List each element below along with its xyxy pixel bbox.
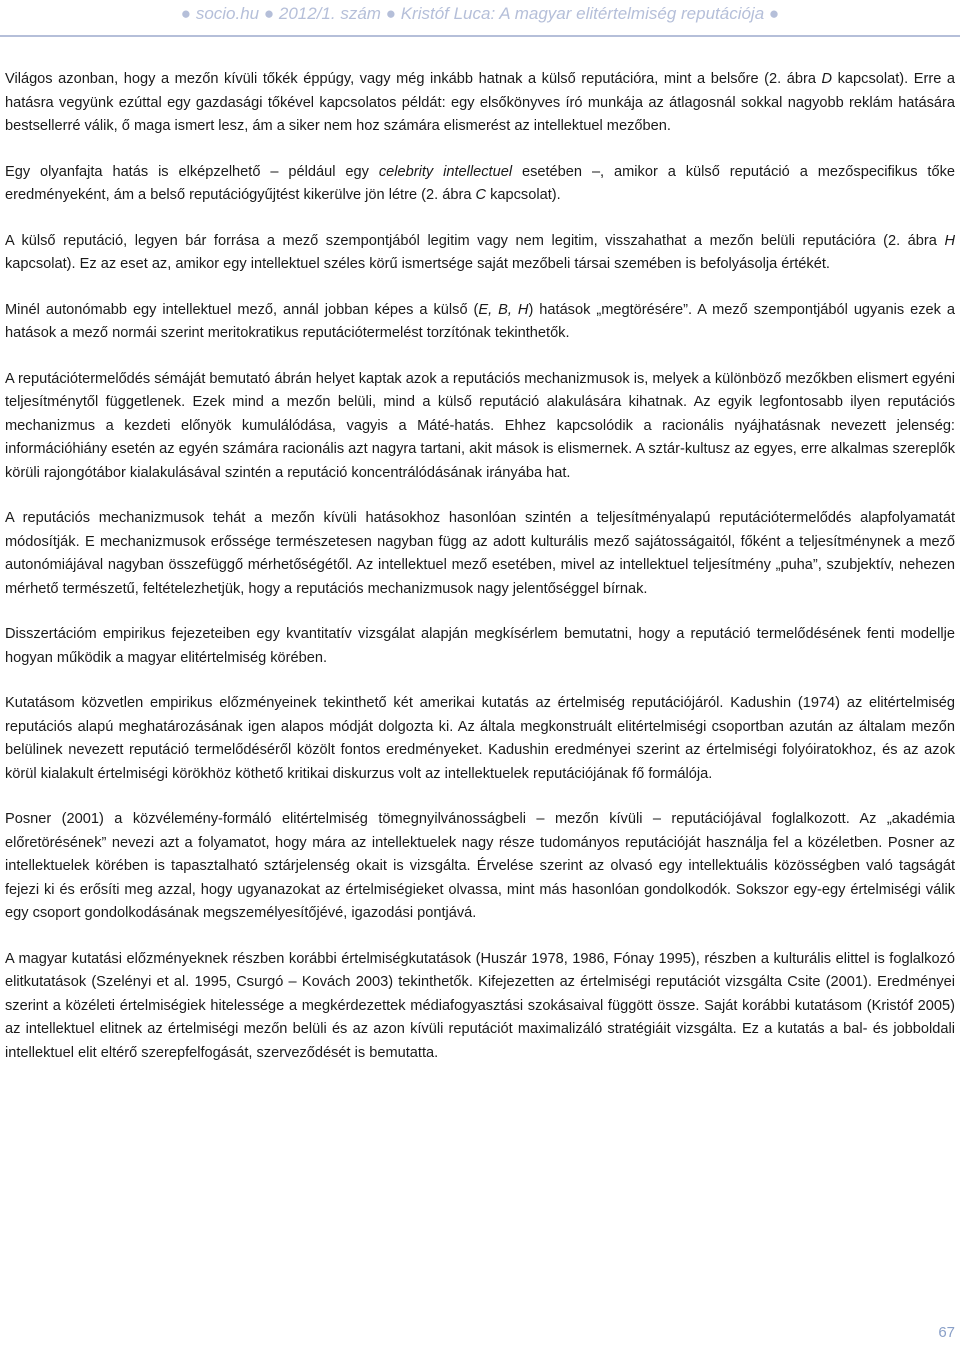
article-body xyxy=(5,68,955,1087)
text-run: kapcsolat). Erre a hatásra vegyünk ezúttal egy gazdasági tőkével kapcsolatos példát: egy elsőkönyves író munkája az átlagosnál sokkal nagyobb reklám hatására bestsellerré válik, ő maga ismert lesz, ám a siker nem hoz számára elismerést az intellektuel mezőben. xyxy=(5,71,956,134)
paragraph xyxy=(5,68,955,139)
text-run: esetében –, amikor a külső reputáció a mezőspecifikus tőke eredményeként, ám a belső reputációgyűjtést kikerülve jön létre (2. ábra xyxy=(5,163,955,203)
bullet-icon: ● xyxy=(768,4,780,23)
paragraph xyxy=(5,161,955,208)
italic-run: celebrity intellectuel xyxy=(378,163,513,180)
text-run: A reputációtermelődés sémáját bemutató ábrán helyet kaptak azok a reputációs mechanizmusok is, melyek a különböző mezőkben elismert egyéni teljesítménytől függetlenek. Ezek mind a mezőn belüli, mind a külső reputáció alakulására kihatnak. Az egyik legfontosabb ilyen reputációs mechanizmus a kezdeti előnyök kumulálódása, vagyis a Máté-hatás. Ehhez kapcsolódik a racionális nyájhatásnak nevezett jelenség: információhiány esetén az egyén számára racionális azt nagyra tartani, akit mások is elismernek. A sztár-kultusz az egyes, erre alkalmas szereplők körüli rajongótábor kialakulásával szintén a reputáció koncentrálódásának irányába hat. xyxy=(5,370,955,481)
text-run: Egy olyanfajta hatás is elképzelhető – például egy xyxy=(5,163,379,180)
paragraph xyxy=(5,948,955,1066)
bullet-icon: ● xyxy=(385,4,396,23)
text-run: Minél autonómabb egy intellektuel mező, annál jobban képes a külső ( xyxy=(5,301,479,318)
page-number: 67 xyxy=(938,1324,955,1341)
italic-run: C xyxy=(475,187,487,203)
paragraph xyxy=(5,623,955,670)
text-run: Kutatásom közvetlen empirikus előzményeinek tekinthető két amerikai kutatás az értelmiség reputációjáról. Kadushin (1974) az elitértelmiség reputációs alapú meghatározásának igen alapos módját dolgozta ki. Az általa megkonstruált elitértelmiségi csoportban azután az általam mezőn belülinek nevezett reputáció termelődéséről közölt fontos eredményeket. Kadushin eredményei szerint az értelmiségi folyóiratokhoz, és az azok körül kialakult értelmiségi körökhöz köthető kritikai diskurzus volt az intellektuelek reputációjának fő formálója. xyxy=(5,695,955,782)
bullet-icon: ● xyxy=(180,4,192,23)
italic-run: D xyxy=(821,71,833,87)
italic-run: E, B, H xyxy=(478,301,529,318)
paragraph xyxy=(5,230,955,277)
paragraph xyxy=(5,507,955,601)
paragraph xyxy=(5,299,955,346)
text-run: A magyar kutatási előzményeknek részben korábbi értelmiségkutatások (Huszár 1978, 1986, Fónay 1995), részben a kulturális elittel is foglalkozó elitkutatások (Szelényi et al. 1995, Csurgó – Kovách 2003) tekinthetők. Kifejezetten az értelmiségi reputációt vizsgálta Csite (2001). Eredményei szerint a közéleti értelmiségiek hitelessége a megkérdezettek médiafogyasztási szokásaival függött össze. Saját korábbi kutatásom (Kristóf 2005) az intellektuel elitnek az értelmiségi mezőn belüli és az azon kívüli reputációt maximalizáló stratégiáit vizsgálta. Ez a kutatás a bal- és jobboldali intellektuel elit eltérő szerepfelfogását, szerveződését is bemutatta. xyxy=(5,950,955,1061)
text-run: Világos azonban, hogy a mezőn kívüli tőkék éppúgy, vagy még inkább hatnak a külső reputációra, mint a belsőre (2. ábra xyxy=(5,71,822,87)
paragraph xyxy=(5,368,955,486)
header-issue: 2012/1. szám xyxy=(278,4,381,23)
text-run: kapcsolat). xyxy=(486,187,561,203)
header-title: Kristóf Luca: A magyar elitértelmiség reputációja xyxy=(400,4,765,23)
text-run: kapcsolat). Ez az eset az, amikor egy intellektuel széles körű ismertsége saját mezőbeli társai szemében is befolyásolja értékét. xyxy=(5,256,830,272)
text-run: Disszertációm empirikus fejezeteiben egy kvantitatív vizsgálat alapján megkísérlem bemutatni, hogy a reputáció termelődésének fenti modellje hogyan működik a magyar elitértelmiség körében. xyxy=(5,626,955,666)
bullet-icon: ● xyxy=(263,4,275,23)
text-run: Posner (2001) a közvélemény-formáló elitértelmiség tömegnyilvánosságbeli – mezőn kívüli – reputációjával foglalkozott. Az „akadémia előretörésének” nevezi azt a folyamatot, hogy mára az intellektuelek nagy része tudományos reputációját használja fel a közéletben. Posner az intellektuelek körében is tapasztalható sztárjelenség okait is vizsgálta. Érvelése szerint az olvasó egy intellektuális közösségben való tagságát fejezi ki és erősíti meg azzal, hogy ugyanazokat az értelmiségieket olvassa, mint más hasonlóan gondolkodók. Sokszor egy-egy értelmiségi válik egy csoport gondolkodásának megszemélyesítőjévé, igazodási pontjává. xyxy=(5,811,955,921)
paragraph xyxy=(5,692,955,786)
text-run: A külső reputáció, legyen bár forrása a mező szempontjából legitim vagy nem legitim, visszahathat a mezőn belüli reputációra (2. ábra xyxy=(5,232,945,249)
text-run: ) hatások „megtörésére”. A mező szempontjából ugyanis ezek a hatások a mező normái szerint meritokratikus reputációtermelést torzítónak tekinthetők. xyxy=(5,301,955,341)
text-run: A reputációs mechanizmusok tehát a mezőn kívüli hatásokhoz hasonlóan szintén a teljesítményalapú reputációtermelődés alapfolyamatát módosítják. E mechanizmusok erőssége természetesen nagyban függ az adott kulturális mező sajátosságaitól, főként a teljesítménynek a mező autonómiájával nagyban összefüggő mérhetőségétől. Az intellektuel mező esetében, mivel az intellektuel teljesítmény „puha”, szubjektív, nehezen mérhető természetű, feltételezhetjük, hogy a reputációs mechanizmusok nagy jelentőséggel bírnak. xyxy=(5,510,955,597)
italic-run: H xyxy=(944,232,955,249)
header-divider xyxy=(0,35,960,37)
paragraph xyxy=(5,808,955,926)
running-header xyxy=(0,4,960,24)
header-site: socio.hu xyxy=(195,4,260,23)
